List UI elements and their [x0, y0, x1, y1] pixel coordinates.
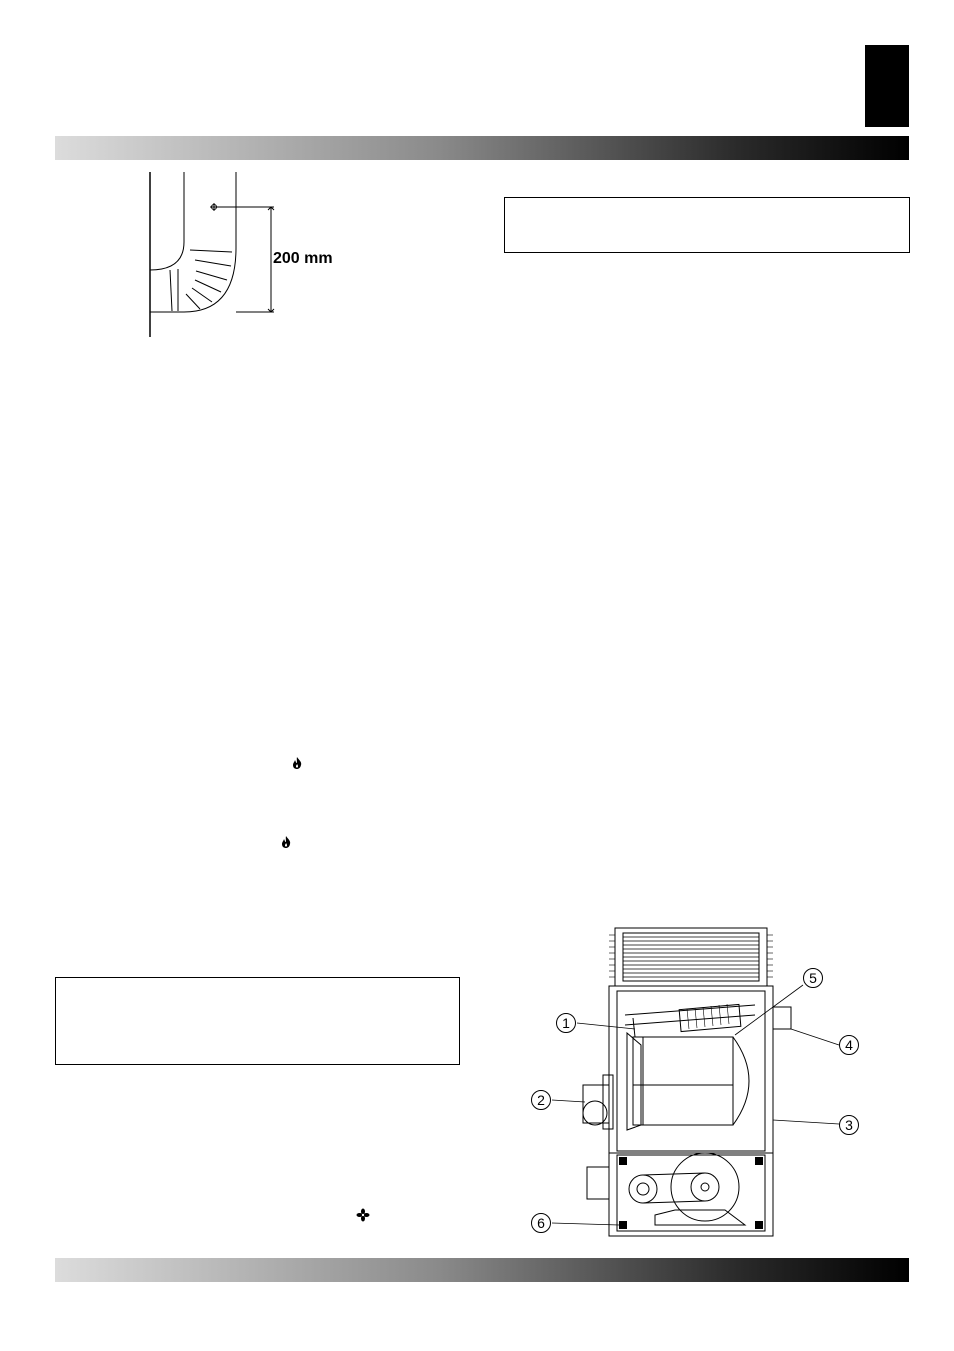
flame-icon [290, 756, 304, 770]
language-tab-marker [865, 45, 909, 127]
heater-cutaway-diagram [525, 925, 885, 1245]
flame-icon [279, 835, 293, 849]
footer-gradient-bar [55, 1258, 909, 1282]
header-gradient-bar [55, 136, 909, 160]
callout-2: 2 [531, 1090, 551, 1110]
callout-4: 4 [839, 1035, 859, 1055]
fan-icon [356, 1208, 370, 1222]
callout-6: 6 [531, 1213, 551, 1233]
dimension-label-200mm: 200 mm [273, 250, 333, 267]
callout-5: 5 [803, 968, 823, 988]
callout-1: 1 [556, 1013, 576, 1033]
note-box-top [504, 197, 910, 253]
note-box-left [55, 977, 460, 1065]
callout-3: 3 [839, 1115, 859, 1135]
